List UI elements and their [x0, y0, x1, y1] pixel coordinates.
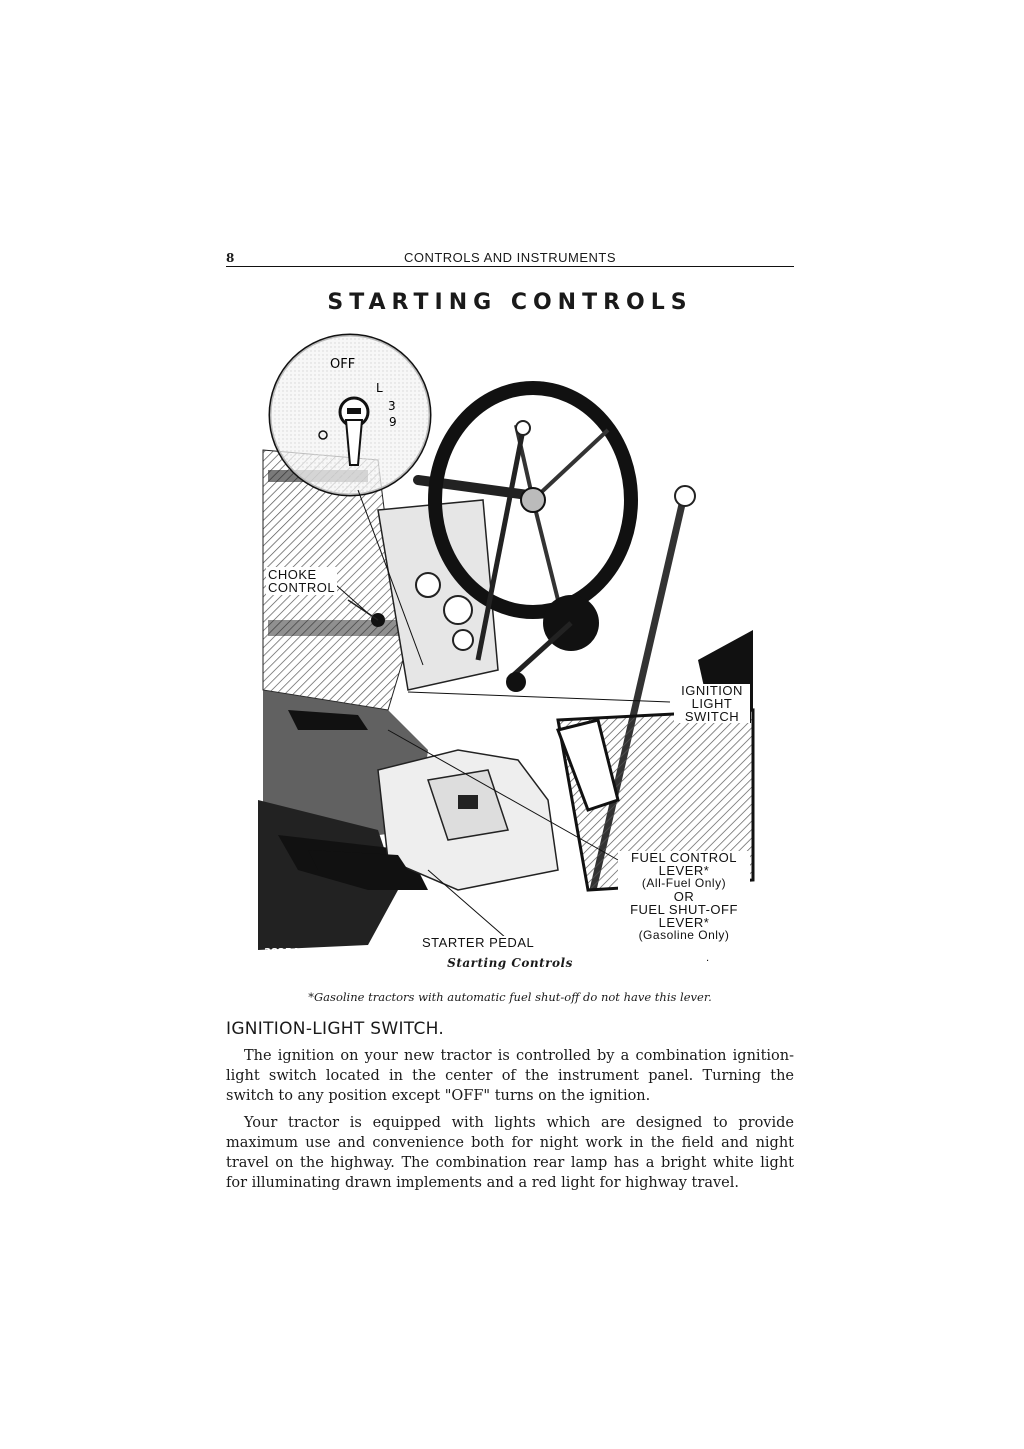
- dial-mark-l: L: [376, 381, 383, 395]
- ignition-section-heading: IGNITION-LIGHT SWITCH.: [226, 1019, 445, 1039]
- dial-mark-3: 3: [388, 399, 396, 413]
- choke-callout-line-1: CHOKE: [268, 567, 317, 582]
- ignition-paragraph-2: Your tractor is equipped with lights which are designed to provide maximum use and convenience both for night work in the field and night travel on the highway. The combination rear lamp has a bright white light for illuminating drawn implements and a red light for highway travel.: [226, 1115, 794, 1191]
- figure-dot: .: [706, 953, 710, 964]
- starter-pedal-callout: STARTER PEDAL: [422, 935, 535, 950]
- fuel-callout-line-3: (All-Fuel Only): [641, 876, 727, 890]
- page-number: 8: [226, 251, 235, 265]
- choke-control-callout: [266, 567, 337, 595]
- ignition-paragraph-1: The ignition on your new tractor is controlled by a combination ignition-light switch located in the center of the instrument panel. Turning the switch to any position except "OFF" turns on the ignition.: [226, 1048, 794, 1104]
- ignition-callout-line-1: IGNITION: [681, 683, 743, 698]
- fuel-callout-line-4: OR: [673, 889, 695, 904]
- section-title: STARTING CONTROLS: [327, 290, 693, 315]
- running-title: CONTROLS AND INSTRUMENTS: [403, 250, 617, 265]
- fuel-callout-line-6: LEVER*: [658, 915, 710, 930]
- ignition-callout-line-3: SWITCH: [684, 709, 740, 724]
- fuel-callout-line-7: (Gasoline Only): [638, 928, 730, 942]
- header-rule: [226, 266, 794, 267]
- choke-callout-line-2: CONTROL: [268, 580, 336, 595]
- fuel-callout-line-1: FUEL CONTROL: [631, 850, 737, 865]
- dial-mark-9: 9: [389, 415, 397, 429]
- dial-mark-off: OFF: [330, 357, 356, 372]
- fuel-callout-line-2: LEVER*: [658, 863, 710, 878]
- figure-caption: Starting Controls: [447, 956, 573, 970]
- fuel-callout-line-5: FUEL SHUT-OFF: [630, 902, 738, 917]
- footnote: *Gasoline tractors with automatic fuel shut-off do not have this lever.: [308, 990, 712, 1004]
- image-number: 38254: [264, 947, 299, 958]
- ignition-light-switch-callout: [674, 684, 751, 723]
- fuel-lever-callout: [618, 851, 750, 942]
- ignition-callout-line-2: LIGHT: [691, 696, 733, 711]
